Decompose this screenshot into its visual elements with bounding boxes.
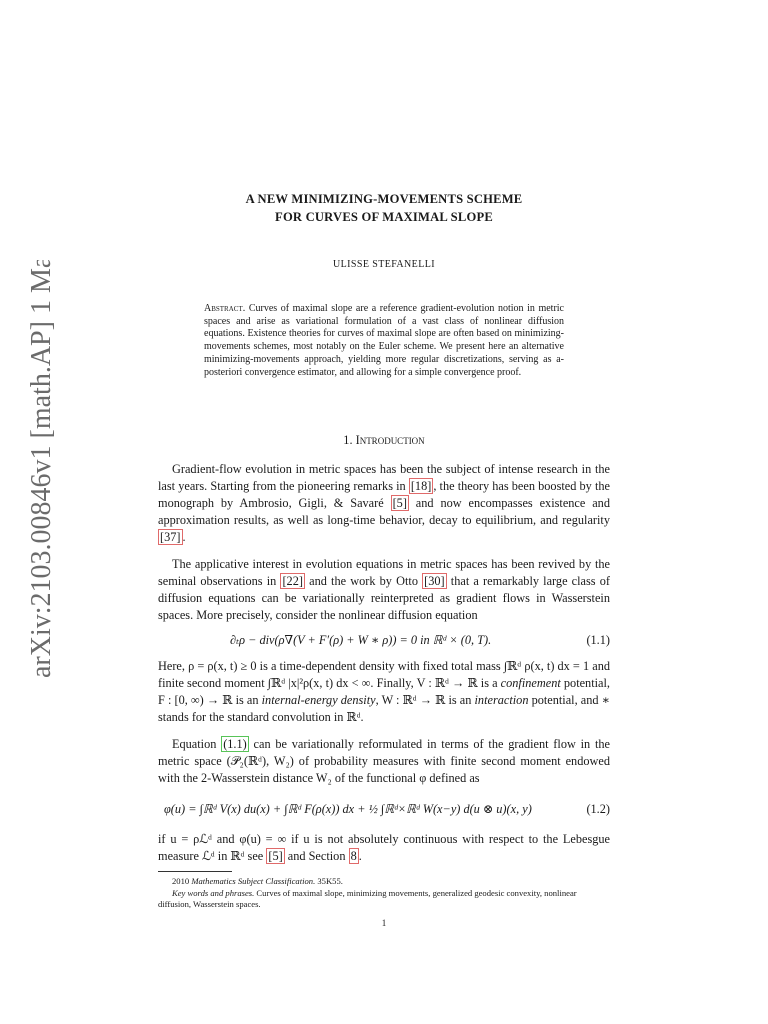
- fn2-value: Curves of maximal slope, minimizing movements, generalized geodesic convexity, nonlinear diffusion, Wasserstein spaces.: [158, 887, 577, 910]
- paragraph-2: [158, 556, 610, 624]
- p2-text-a: The applicative interest in evolution equations in metric spaces has been revived by the seminal observations in: [158, 557, 610, 589]
- equation-number: (1.1): [586, 633, 610, 648]
- footnote-keywords: [158, 888, 610, 911]
- fn1-value: 35K55.: [315, 876, 343, 887]
- citation-link[interactable]: [18]: [410, 479, 432, 494]
- p3-emph-confinement: confinement: [500, 676, 561, 691]
- p3-text-d: potential, and ∗ stands for the standard convolution in ℝᵈ.: [158, 693, 611, 725]
- fn1-year: 2010: [172, 876, 192, 887]
- paragraph-1: [158, 461, 610, 546]
- paper-page: [158, 190, 610, 932]
- paragraph-4: [158, 736, 610, 787]
- section-title: 1. Introduction: [343, 433, 425, 448]
- paragraph-3: [158, 658, 610, 726]
- p1-text-d: .: [182, 530, 186, 545]
- equation-number: (1.2): [586, 802, 610, 817]
- fn1-label: Mathematics Subject Classification.: [191, 876, 316, 887]
- footnote-msc: [158, 876, 610, 888]
- p3-text-b: potential, F : [0, ∞) → ℝ is an: [158, 676, 610, 708]
- p5-text-c: .: [358, 849, 362, 864]
- equation-body: ∂ₜρ − div(ρ∇(V + F′(ρ) + W ∗ ρ)) = 0 in ℝᵈ × (0, T).: [230, 633, 492, 648]
- p2-text-c: that a remarkably large class of diffusion equations can be variationally reinterpreted as gradient flows in Wasserstein spaces. More precisely, consider the nonlinear diffusion equation: [158, 574, 610, 623]
- title-line-1: A NEW MINIMIZING-MOVEMENTS SCHEME: [245, 192, 523, 206]
- title-line-2: FOR CURVES OF MAXIMAL SLOPE: [275, 210, 493, 224]
- p5-text-b: and Section: [284, 849, 349, 864]
- equation-1-2: [158, 793, 610, 825]
- citation-link[interactable]: [30]: [424, 574, 445, 589]
- paragraph-5: [158, 831, 610, 865]
- p3-text-c: , W : ℝᵈ → ℝ is an: [375, 693, 475, 708]
- citation-link[interactable]: [5]: [268, 849, 283, 864]
- equation-body: φ(u) = ∫ℝᵈ V(x) du(x) + ∫ℝᵈ F(ρ(x)) dx + ½ ∫ℝᵈ×ℝᵈ W(x−y) d(u ⊗ u)(x, y): [164, 802, 532, 817]
- section-link[interactable]: 8: [350, 849, 357, 864]
- arxiv-sidebar-stamp: [14, 260, 62, 680]
- arxiv-stamp-svg: [14, 260, 62, 680]
- p3-emph-interaction: interaction: [474, 693, 529, 708]
- p5-text-a: if u = ρℒᵈ and φ(u) = ∞ if u is not absolutely continuous with respect to the Lebesgue measure ℒᵈ in ℝᵈ see: [158, 832, 610, 864]
- arxiv-id-text: arXiv:2103.00846v1 [math.AP] 1 Mar 2021: [26, 260, 57, 678]
- p2-text-b: and the work by Otto: [304, 574, 423, 589]
- author-name: ULISSE STEFANELLI: [333, 259, 435, 270]
- citation-link[interactable]: [37]: [160, 530, 181, 545]
- p1-text-b: , the theory has been boosted by the monograph by Ambrosio, Gigli, & Savaré: [158, 479, 610, 511]
- p4-text-a: Equation: [172, 737, 222, 752]
- abstract-text: Curves of maximal slope are a reference gradient-evolution notion in metric spaces and arise as variational formulation of a vast class of nonlinear diffusion equations. Existence theories for curves of maximal slope are often based on minimizing-movements schemes, most notably on the Euler scheme. We present here an alternative minimizing-movements approach, yielding more regular discretizations, serving as a-posteriori convergence estimator, and allowing for a simple convergence proof.: [204, 303, 564, 378]
- abstract-label: Abstract.: [204, 303, 246, 314]
- page-number: 1: [381, 917, 387, 928]
- citation-link[interactable]: [5]: [392, 496, 407, 511]
- p4-text-b: can be variationally reformulated in terms of the gradient flow in the metric space (𝒫₂(ℝᵈ), W₂) of probability measures with finite second moment endowed with the 2-Wasserstein distance W₂ of the functional φ defined as: [158, 737, 610, 786]
- abstract: [204, 303, 564, 379]
- section-heading: [158, 432, 610, 449]
- footnote-divider: [158, 871, 232, 872]
- footnotes: [158, 876, 610, 911]
- equation-1-1: [158, 630, 610, 652]
- p3-text-a: Here, ρ = ρ(x, t) ≥ 0 is a time-dependent density with fixed total mass ∫ℝᵈ ρ(x, t) dx = 1 and finite second moment ∫ℝᵈ |x|²ρ(x, t) dx < ∞. Finally, V : ℝᵈ → ℝ is a: [158, 659, 610, 691]
- equation-link[interactable]: (1.1): [223, 737, 247, 752]
- p1-text-c: and now encompasses existence and approximation results, as well as long-time behavior, decay to equilibrium, and regularity: [158, 496, 610, 528]
- paper-title: [158, 190, 610, 226]
- citation-link[interactable]: [22]: [282, 574, 303, 589]
- p1-text-a: Gradient-flow evolution in metric spaces has been the subject of intense research in the last years. Starting from the pioneering remarks in: [158, 462, 610, 494]
- p3-emph-internal-energy: internal-energy density: [261, 693, 376, 708]
- fn2-label: Key words and phrases.: [172, 887, 255, 898]
